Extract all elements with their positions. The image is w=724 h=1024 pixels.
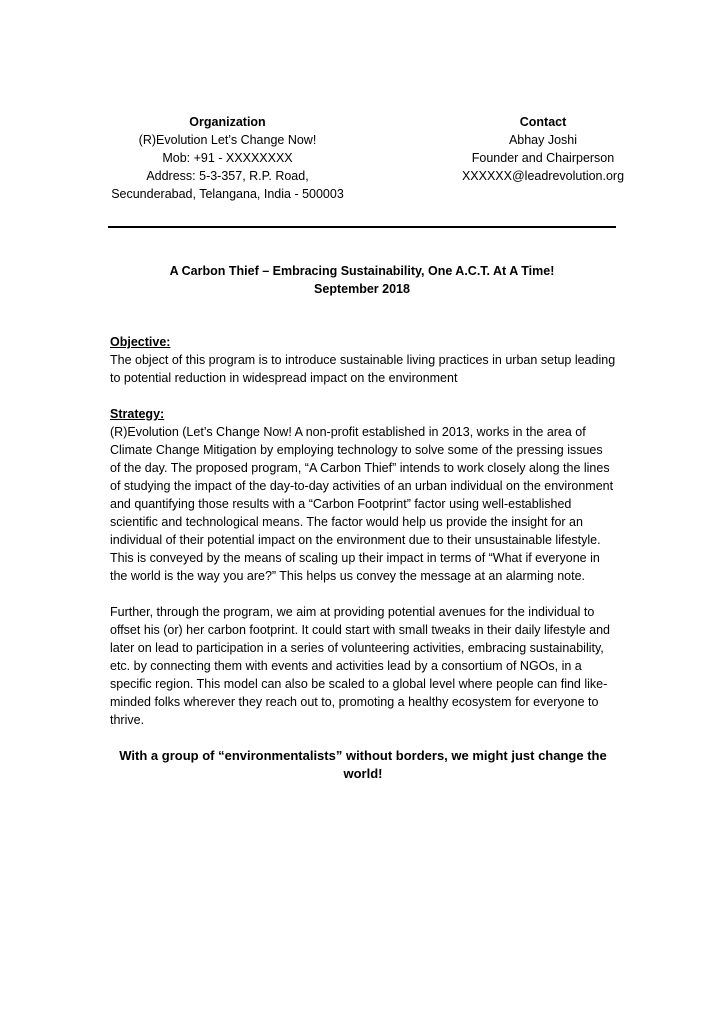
organization-heading: Organization [189,115,266,129]
strategy-heading: Strategy: [110,407,165,421]
header-divider [108,226,616,228]
contact-role: Founder and Chairperson [471,151,615,165]
document-body [110,333,616,783]
contact-heading: Contact [519,115,567,129]
organization-mob: Mob: +91 - XXXXXXXX [162,151,293,165]
title-main: A Carbon Thief – Embracing Sustainability, One A.C.T. At A Time! [169,264,555,278]
paragraph-spacer [110,585,616,603]
objective-heading: Objective: [110,335,171,349]
organization-name: (R)Evolution Let’s Change Now! [138,133,317,147]
objective-text: The object of this program is to introduce sustainable living practices in urban setup leading to potential reduction in widespread impact on the environment [110,353,616,385]
contact-email: XXXXXX@leadrevolution.org [461,169,625,183]
organization-address-line-2: Secunderabad, Telangana, India - 500003 [111,187,344,201]
strategy-paragraph-1: (R)Evolution (Let’s Change Now! A non-profit established in 2013, works in the area of Climate Change Mitigation by employing technology to solve some of the pressing issues of the day. The proposed program, “A Carbon Thief” intends to work closely along the lines of studying the impact of the day-to-day activities of an urban individual on the environment and quantifying those results with a “Carbon Footprint” factor using well-established scientific and technological means. The factor would help us provide the insight for an individual of their potential impact on the environment due to their unsustainable lifestyle. This is conveyed by the means of scaling up their impact in terms of “What if everyone in the world is the way you are?” This helps us convey the message at an alarming note. [110,425,614,583]
strategy-paragraph-2: Further, through the program, we aim at providing potential avenues for the individual to offset his (or) her carbon footprint. It could start with small tweaks in their daily lifestyle and later on lead to participation in a series of volunteering activities, embracing sustainability, etc. by connecting them with events and activities lead by a consortium of NGOs, in a specific region. This model can also be scaled to a global level where people can find like-minded folks wherever they reach out to, promoting a healthy ecosystem for everyone to thrive. [110,605,610,727]
document-title [108,262,616,298]
organization-address-line-1: Address: 5-3-357, R.P. Road, [146,169,309,183]
closing-statement: With a group of “environmentalists” without borders, we might just change the world! [119,748,607,781]
organization-block [100,113,355,203]
contact-block [448,113,638,185]
section-spacer [110,387,616,405]
title-date: September 2018 [314,282,410,296]
contact-name: Abhay Joshi [508,133,578,147]
